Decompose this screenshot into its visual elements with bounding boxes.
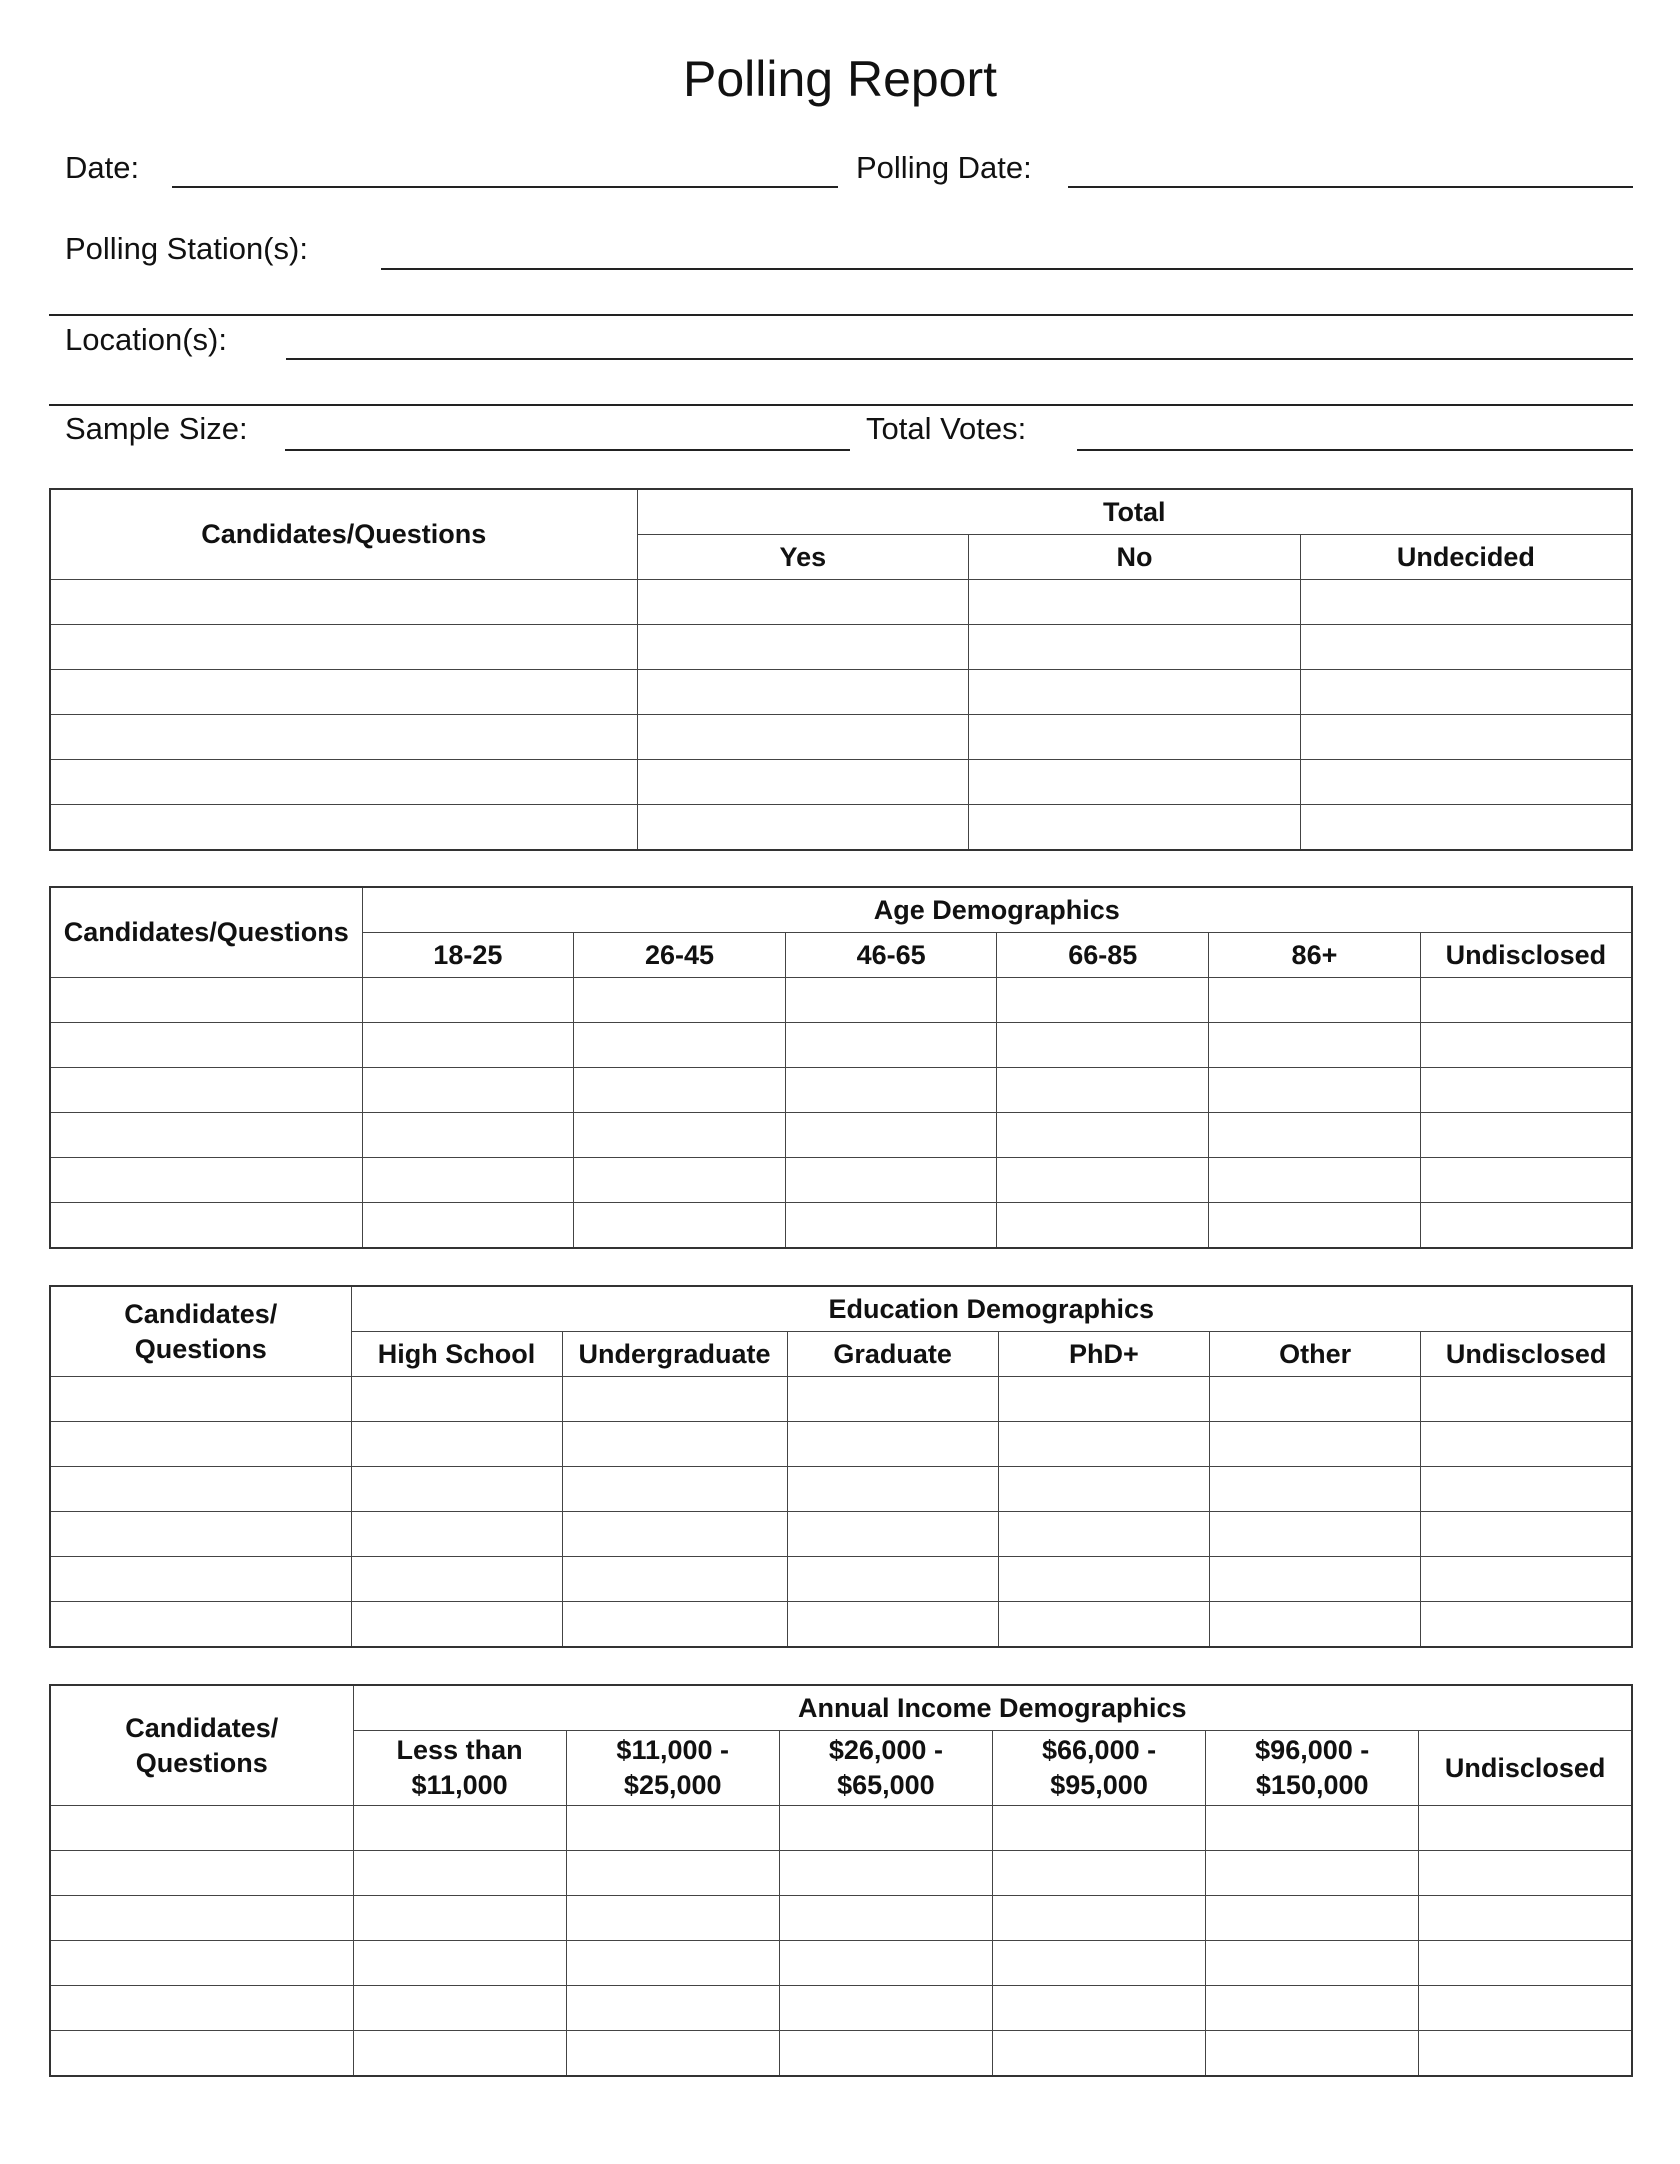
table-row: [50, 1203, 1632, 1249]
value-cell[interactable]: [1421, 1602, 1632, 1648]
value-cell[interactable]: [1420, 1113, 1632, 1158]
table-row: [50, 2031, 1632, 2077]
value-cell[interactable]: [992, 1806, 1205, 1851]
row-label-cell[interactable]: [50, 1068, 362, 1113]
value-cell[interactable]: [353, 1941, 566, 1986]
value-cell[interactable]: [1210, 1602, 1421, 1648]
value-cell[interactable]: [779, 1896, 992, 1941]
polling-date-label: Polling Date:: [856, 150, 1032, 185]
value-cell[interactable]: [969, 625, 1301, 670]
value-cell[interactable]: [1300, 805, 1632, 851]
page-title: Polling Report: [682, 51, 998, 107]
total-votes-field[interactable]: [1077, 449, 1633, 451]
column-header: 26-45: [574, 933, 786, 978]
column-header: 46-65: [785, 933, 997, 978]
value-cell[interactable]: [779, 1941, 992, 1986]
value-cell[interactable]: [1206, 1986, 1419, 2031]
value-cell[interactable]: [1419, 1941, 1632, 1986]
value-cell[interactable]: [969, 760, 1301, 805]
row-label-cell[interactable]: [50, 670, 637, 715]
row-label-cell[interactable]: [50, 1203, 362, 1249]
value-cell[interactable]: [1421, 1557, 1632, 1602]
table-row: [50, 1512, 1632, 1557]
value-cell[interactable]: [1421, 1377, 1632, 1422]
table-row: [50, 1023, 1632, 1068]
column-header: Undisclosed: [1420, 933, 1632, 978]
table-row: [50, 1068, 1632, 1113]
locations-label: Location(s):: [65, 322, 227, 357]
income-demographics-table: [49, 1684, 1633, 2077]
value-cell[interactable]: [566, 1806, 779, 1851]
value-cell[interactable]: [637, 625, 969, 670]
row-label-cell[interactable]: [50, 1113, 362, 1158]
row-label-cell[interactable]: [50, 1851, 353, 1896]
value-cell[interactable]: [566, 1986, 779, 2031]
value-cell[interactable]: [997, 1203, 1209, 1249]
value-cell[interactable]: [574, 1023, 786, 1068]
value-cell[interactable]: [969, 580, 1301, 625]
value-cell[interactable]: [1420, 1158, 1632, 1203]
value-cell[interactable]: [1421, 1512, 1632, 1557]
value-cell[interactable]: [351, 1557, 562, 1602]
value-cell[interactable]: [353, 2031, 566, 2077]
column-header: Undisclosed: [1419, 1731, 1632, 1806]
value-cell[interactable]: [1421, 1467, 1632, 1512]
row-header: Candidates/Questions: [50, 887, 362, 978]
value-cell[interactable]: [992, 1896, 1205, 1941]
value-cell[interactable]: [779, 1986, 992, 2031]
table-row: [50, 1896, 1632, 1941]
row-header: Candidates/Questions: [50, 489, 637, 580]
value-cell[interactable]: [998, 1512, 1209, 1557]
value-cell[interactable]: [574, 1158, 786, 1203]
value-cell[interactable]: [574, 1113, 786, 1158]
value-cell[interactable]: [1300, 580, 1632, 625]
value-cell[interactable]: [566, 1941, 779, 1986]
value-cell[interactable]: [969, 805, 1301, 851]
total-votes-label: Total Votes:: [866, 411, 1027, 446]
value-cell[interactable]: [998, 1377, 1209, 1422]
table-row: [50, 715, 1632, 760]
value-cell[interactable]: [637, 715, 969, 760]
column-header: PhD+: [998, 1332, 1209, 1377]
value-cell[interactable]: [566, 1851, 779, 1896]
value-cell[interactable]: [362, 1158, 574, 1203]
value-cell[interactable]: [1300, 625, 1632, 670]
column-header: Graduate: [787, 1332, 998, 1377]
value-cell[interactable]: [1209, 1068, 1421, 1113]
value-cell[interactable]: [992, 1851, 1205, 1896]
table-row: [50, 1941, 1632, 1986]
row-label-cell[interactable]: [50, 1158, 362, 1203]
row-label-cell[interactable]: [50, 1602, 351, 1648]
value-cell[interactable]: [566, 1896, 779, 1941]
table-row: [50, 805, 1632, 851]
value-cell[interactable]: [574, 1203, 786, 1249]
table-row: [50, 1986, 1632, 2031]
value-cell[interactable]: [992, 1986, 1205, 2031]
group-header: Education Demographics: [351, 1286, 1632, 1332]
value-cell[interactable]: [637, 760, 969, 805]
polling-stations-field-line-2[interactable]: [49, 314, 1633, 316]
column-header-yes: Yes: [637, 535, 969, 580]
value-cell[interactable]: [362, 1023, 574, 1068]
value-cell[interactable]: [574, 978, 786, 1023]
value-cell[interactable]: [351, 1377, 562, 1422]
value-cell[interactable]: [787, 1467, 998, 1512]
row-label-cell[interactable]: [50, 1986, 353, 2031]
value-cell[interactable]: [1210, 1422, 1421, 1467]
value-cell[interactable]: [1419, 1896, 1632, 1941]
value-cell[interactable]: [1300, 760, 1632, 805]
column-header: High School: [351, 1332, 562, 1377]
value-cell[interactable]: [353, 1806, 566, 1851]
value-cell[interactable]: [1210, 1557, 1421, 1602]
value-cell[interactable]: [785, 1023, 997, 1068]
value-cell[interactable]: [1300, 715, 1632, 760]
locations-field[interactable]: [286, 358, 1633, 360]
value-cell[interactable]: [562, 1602, 787, 1648]
column-header-undecided: Undecided: [1300, 535, 1632, 580]
value-cell[interactable]: [351, 1422, 562, 1467]
row-label-cell[interactable]: [50, 1896, 353, 1941]
value-cell[interactable]: [785, 978, 997, 1023]
group-header: Total: [637, 489, 1632, 535]
table-row: [50, 1113, 1632, 1158]
value-cell[interactable]: [997, 1158, 1209, 1203]
value-cell[interactable]: [1209, 1023, 1421, 1068]
row-header: Candidates/ Questions: [50, 1685, 353, 1806]
row-label-cell[interactable]: [50, 625, 637, 670]
value-cell[interactable]: [1209, 1158, 1421, 1203]
group-header: Age Demographics: [362, 887, 1632, 933]
value-cell[interactable]: [1419, 1986, 1632, 2031]
column-header: $66,000 - $95,000: [992, 1731, 1205, 1806]
column-header-no: No: [969, 535, 1301, 580]
value-cell[interactable]: [562, 1422, 787, 1467]
column-header: 66-85: [997, 933, 1209, 978]
table-row: [50, 760, 1632, 805]
value-cell[interactable]: [1419, 1851, 1632, 1896]
row-label-cell[interactable]: [50, 1467, 351, 1512]
date-field[interactable]: [172, 186, 838, 188]
totals-table: [49, 488, 1633, 851]
value-cell[interactable]: [1206, 1941, 1419, 1986]
value-cell[interactable]: [362, 1113, 574, 1158]
column-header: 86+: [1209, 933, 1421, 978]
value-cell[interactable]: [997, 1023, 1209, 1068]
row-label-cell[interactable]: [50, 1512, 351, 1557]
value-cell[interactable]: [969, 670, 1301, 715]
age-demographics-table: [49, 886, 1633, 1249]
value-cell[interactable]: [574, 1068, 786, 1113]
table-row: [50, 1806, 1632, 1851]
value-cell[interactable]: [779, 1806, 992, 1851]
value-cell[interactable]: [998, 1422, 1209, 1467]
table-row: [50, 1158, 1632, 1203]
value-cell[interactable]: [562, 1467, 787, 1512]
locations-field-line-2[interactable]: [49, 404, 1633, 406]
column-header: Undisclosed: [1421, 1332, 1632, 1377]
value-cell[interactable]: [351, 1512, 562, 1557]
value-cell[interactable]: [992, 1941, 1205, 1986]
value-cell[interactable]: [785, 1113, 997, 1158]
value-cell[interactable]: [992, 2031, 1205, 2077]
value-cell[interactable]: [1300, 670, 1632, 715]
value-cell[interactable]: [785, 1068, 997, 1113]
table-row: [50, 670, 1632, 715]
table-row: [50, 978, 1632, 1023]
value-cell[interactable]: [1419, 2031, 1632, 2077]
value-cell[interactable]: [637, 580, 969, 625]
sample-size-label: Sample Size:: [65, 411, 248, 446]
value-cell[interactable]: [353, 1986, 566, 2031]
value-cell[interactable]: [1420, 1203, 1632, 1249]
value-cell[interactable]: [997, 978, 1209, 1023]
row-label-cell[interactable]: [50, 1422, 351, 1467]
column-header: $11,000 - $25,000: [566, 1731, 779, 1806]
value-cell[interactable]: [787, 1557, 998, 1602]
row-label-cell[interactable]: [50, 760, 637, 805]
table-row: [50, 625, 1632, 670]
column-header: 18-25: [362, 933, 574, 978]
value-cell[interactable]: [566, 2031, 779, 2077]
row-label-cell[interactable]: [50, 1806, 353, 1851]
value-cell[interactable]: [779, 2031, 992, 2077]
value-cell[interactable]: [562, 1512, 787, 1557]
value-cell[interactable]: [562, 1377, 787, 1422]
value-cell[interactable]: [351, 1467, 562, 1512]
value-cell[interactable]: [969, 715, 1301, 760]
value-cell[interactable]: [353, 1851, 566, 1896]
value-cell[interactable]: [785, 1158, 997, 1203]
value-cell[interactable]: [353, 1896, 566, 1941]
table-row: [50, 1422, 1632, 1467]
value-cell[interactable]: [1209, 978, 1421, 1023]
value-cell[interactable]: [787, 1512, 998, 1557]
row-label-cell[interactable]: [50, 1941, 353, 1986]
value-cell[interactable]: [637, 670, 969, 715]
row-label-cell[interactable]: [50, 1557, 351, 1602]
education-demographics-table: [49, 1285, 1633, 1648]
value-cell[interactable]: [1209, 1113, 1421, 1158]
row-label-cell[interactable]: [50, 805, 637, 851]
row-label-cell[interactable]: [50, 978, 362, 1023]
value-cell[interactable]: [1420, 1068, 1632, 1113]
polling-stations-field[interactable]: [381, 268, 1633, 270]
value-cell[interactable]: [562, 1557, 787, 1602]
value-cell[interactable]: [787, 1377, 998, 1422]
row-label-cell[interactable]: [50, 2031, 353, 2077]
value-cell[interactable]: [1206, 1851, 1419, 1896]
value-cell[interactable]: [997, 1068, 1209, 1113]
sample-size-field[interactable]: [285, 449, 850, 451]
value-cell[interactable]: [1420, 978, 1632, 1023]
value-cell[interactable]: [362, 1203, 574, 1249]
value-cell[interactable]: [1206, 2031, 1419, 2077]
value-cell[interactable]: [785, 1203, 997, 1249]
value-cell[interactable]: [787, 1602, 998, 1648]
value-cell[interactable]: [362, 978, 574, 1023]
table-row: [50, 580, 1632, 625]
value-cell[interactable]: [1419, 1806, 1632, 1851]
value-cell[interactable]: [1206, 1806, 1419, 1851]
value-cell[interactable]: [1210, 1467, 1421, 1512]
column-header: Other: [1210, 1332, 1421, 1377]
table-row: [50, 1851, 1632, 1896]
value-cell[interactable]: [998, 1602, 1209, 1648]
polling-date-field[interactable]: [1068, 186, 1633, 188]
value-cell[interactable]: [1206, 1896, 1419, 1941]
value-cell[interactable]: [1210, 1512, 1421, 1557]
column-header: Undergraduate: [562, 1332, 787, 1377]
value-cell[interactable]: [998, 1467, 1209, 1512]
row-header: Candidates/ Questions: [50, 1286, 351, 1377]
row-label-cell[interactable]: [50, 1023, 362, 1068]
column-header: $26,000 - $65,000: [779, 1731, 992, 1806]
column-header: $96,000 - $150,000: [1206, 1731, 1419, 1806]
value-cell[interactable]: [779, 1851, 992, 1896]
value-cell[interactable]: [787, 1422, 998, 1467]
table-row: [50, 1377, 1632, 1422]
row-label-cell[interactable]: [50, 715, 637, 760]
value-cell[interactable]: [637, 805, 969, 851]
value-cell[interactable]: [351, 1602, 562, 1648]
row-label-cell[interactable]: [50, 1377, 351, 1422]
table-row: [50, 1557, 1632, 1602]
table-row: [50, 1467, 1632, 1512]
value-cell[interactable]: [1209, 1203, 1421, 1249]
polling-stations-label: Polling Station(s):: [65, 231, 308, 266]
row-label-cell[interactable]: [50, 580, 637, 625]
value-cell[interactable]: [1210, 1377, 1421, 1422]
value-cell[interactable]: [1421, 1422, 1632, 1467]
table-row: [50, 1602, 1632, 1648]
date-label: Date:: [65, 150, 140, 185]
value-cell[interactable]: [1420, 1023, 1632, 1068]
group-header: Annual Income Demographics: [353, 1685, 1632, 1731]
value-cell[interactable]: [998, 1557, 1209, 1602]
value-cell[interactable]: [997, 1113, 1209, 1158]
column-header: Less than $11,000: [353, 1731, 566, 1806]
value-cell[interactable]: [362, 1068, 574, 1113]
